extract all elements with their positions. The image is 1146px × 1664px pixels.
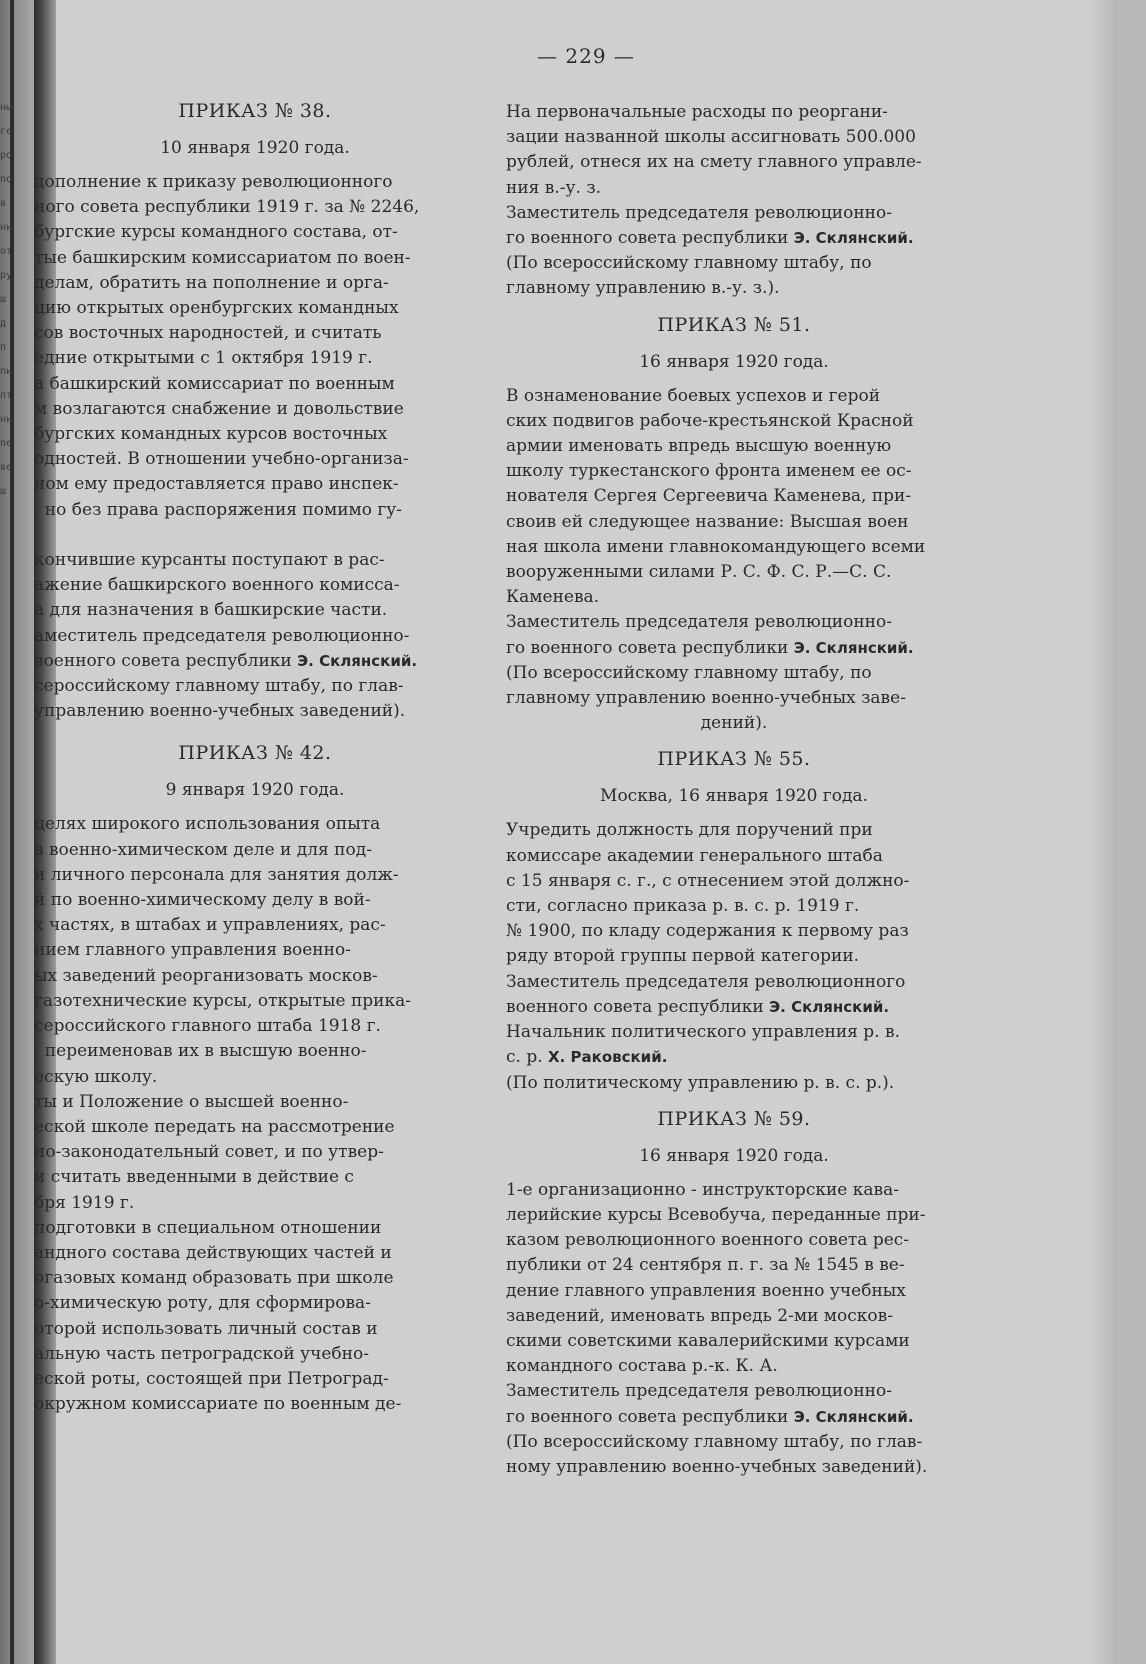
text-line: рублей, отнеся их на смету главного управле- bbox=[506, 152, 922, 173]
text-line: го военного совета республики bbox=[506, 228, 789, 249]
text-line: военного совета республики bbox=[506, 996, 764, 1017]
text-line: целях широкого использования опыта bbox=[34, 814, 381, 835]
signature-line bbox=[34, 649, 476, 674]
text-line: газотехнические курсы, открытые прика- bbox=[34, 990, 411, 1011]
text-line: (По всероссийскому главному штабу, по глав- bbox=[506, 1431, 923, 1452]
signature-sklyansky: Э. Склянский. bbox=[793, 229, 914, 248]
signature-line bbox=[506, 226, 962, 251]
order-heading: ПРИКАЗ № 42. bbox=[178, 742, 332, 765]
margin-fragment: ш bbox=[0, 486, 7, 497]
text-line: Заместитель председателя революционно- bbox=[506, 1381, 892, 1402]
text-line: еской роты, состоящей при Петроград- bbox=[34, 1368, 389, 1389]
text-line: заведений, именовать впредь 2-ми москов- bbox=[506, 1305, 893, 1326]
order-date: Москва, 16 января 1920 года. bbox=[600, 786, 868, 807]
text-line: комиссаре академии генерального штаба bbox=[506, 845, 883, 866]
text-line: ному управлению военно-учебных заведений). bbox=[506, 1456, 928, 1477]
text-line: армии именовать впредь высшую военную bbox=[506, 436, 892, 457]
text-line: андного состава действующих частей и bbox=[34, 1242, 392, 1263]
document-page bbox=[34, 0, 1116, 1664]
text-line: огазовых команд образовать при школе bbox=[34, 1268, 394, 1289]
text-line: На первоначальные расходы по реоргани- bbox=[506, 102, 888, 122]
margin-fragment: ни bbox=[0, 414, 13, 425]
text-line: сероссийскому главному штабу, по глав- bbox=[34, 676, 404, 697]
text-line: с. р. bbox=[506, 1047, 543, 1068]
margin-fragment: д bbox=[0, 318, 7, 329]
text-line: бургских командных курсов восточных bbox=[34, 424, 388, 445]
order-body bbox=[506, 100, 962, 302]
right-column bbox=[506, 100, 962, 1490]
text-line: Заместитель председателя революционно- bbox=[506, 202, 892, 223]
text-line: а для назначения в башкирские части. bbox=[34, 600, 388, 621]
margin-fragment: ге bbox=[0, 126, 13, 137]
text-line: ряду второй группы первой категории. bbox=[506, 946, 860, 967]
signature-line bbox=[506, 1405, 962, 1430]
text-line: командного состава р.-к. К. А. bbox=[506, 1356, 778, 1377]
text-line: Учредить должность для поручений при bbox=[506, 820, 873, 841]
text-line: м возлагаются снабжение и довольствие bbox=[34, 398, 404, 419]
text-line: своив ей следующее название: Высшая воен bbox=[506, 511, 909, 532]
scan-edge bbox=[0, 0, 34, 1664]
text-line: главному управлению военно-учебных заве- bbox=[506, 688, 906, 709]
text-line: и личного персонала для занятия долж- bbox=[34, 864, 399, 885]
text-line: нием главного управления военно- bbox=[34, 940, 351, 961]
margin-fragment: пе bbox=[0, 438, 13, 449]
text-line: (По всероссийскому главному штабу, по bbox=[506, 253, 872, 274]
margin-fragment: ни bbox=[0, 222, 13, 233]
text-line: военного совета республики bbox=[34, 650, 292, 671]
text-line: Начальник политического управления р. в. bbox=[506, 1022, 900, 1043]
text-line: ты и Положение о высшей военно- bbox=[34, 1091, 349, 1112]
text-line: бургские курсы командного состава, от- bbox=[34, 222, 398, 243]
order-59 bbox=[506, 1108, 962, 1480]
text-line: дение главного управления военно учебных bbox=[506, 1280, 906, 1301]
text-line: (По всероссийскому главному штабу, по bbox=[506, 662, 872, 683]
signature-sklyansky: Э. Склянский. bbox=[297, 651, 418, 670]
text-line: аместитель председателя революционно- bbox=[34, 625, 410, 646]
text-line: сероссийского главного штаба 1918 г. bbox=[34, 1016, 381, 1037]
text-line: в военно-химическом деле и для под- bbox=[34, 839, 372, 860]
margin-fragment: от bbox=[0, 246, 13, 257]
text-line: подготовки в специальном отношении bbox=[34, 1217, 382, 1238]
text-line: В ознаменование боевых успехов и герой bbox=[506, 385, 881, 406]
text-line bbox=[34, 523, 476, 548]
signature-sklyansky: Э. Склянский. bbox=[793, 638, 914, 657]
text-line: ного совета республики 1919 г. за № 2246, bbox=[34, 197, 420, 218]
text-line: школу туркестанского фронта именем ее ос- bbox=[506, 461, 912, 482]
text-line: едние открытыми с 1 октября 1919 г. bbox=[34, 348, 373, 369]
text-line: еской школе передать на рассмотрение bbox=[34, 1116, 395, 1137]
text-line: управлению военно-учебных заведений). bbox=[34, 701, 406, 722]
order-38 bbox=[34, 100, 476, 724]
page-edge-shade bbox=[1088, 0, 1116, 1664]
order-55 bbox=[506, 748, 962, 1095]
text-line: лерийские курсы Всевобуча, переданные при- bbox=[506, 1204, 926, 1225]
text-line: ная школа имени главнокомандующего всеми bbox=[506, 536, 926, 557]
text-line: Заместитель председателя революционного bbox=[506, 971, 906, 992]
signature-sklyansky: Э. Склянский. bbox=[793, 1407, 914, 1426]
text-line: тые башкирским комиссариатом по воен- bbox=[34, 247, 411, 268]
text-line: Каменева. bbox=[506, 587, 600, 608]
order-42-continuation bbox=[506, 100, 962, 302]
margin-fragment: п bbox=[0, 342, 7, 353]
order-date: 16 января 1920 года. bbox=[639, 351, 829, 372]
text-line: скими советскими кавалерийскими курсами bbox=[506, 1330, 910, 1351]
margin-fragment: пт bbox=[0, 390, 13, 401]
signature-line bbox=[506, 636, 962, 661]
text-line: ых заведений реорганизовать москов- bbox=[34, 965, 378, 986]
text-line: ских подвигов рабоче-крестьянской Красной bbox=[506, 410, 914, 431]
text-line: ния в.-у. з. bbox=[506, 177, 601, 198]
signature-line bbox=[506, 1045, 962, 1070]
text-line: оторой использовать личный состав и bbox=[34, 1318, 378, 1339]
text-line: , но без права распоряжения помимо гу- bbox=[34, 499, 403, 520]
text-line: цию открытых оренбургских командных bbox=[34, 298, 399, 319]
order-body bbox=[506, 818, 962, 1095]
text-line: и считать введенными в действие с bbox=[34, 1167, 354, 1188]
text-line: го военного совета республики bbox=[506, 637, 789, 658]
order-42 bbox=[34, 742, 476, 1417]
text-line: , переименовав их в высшую военно- bbox=[34, 1041, 367, 1062]
text-line: но-законодательный совет, и по утвер- bbox=[34, 1142, 384, 1163]
order-heading: ПРИКАЗ № 59. bbox=[657, 1107, 811, 1130]
signature-line bbox=[506, 995, 962, 1020]
text-line: (По политическому управлению р. в. с. р.). bbox=[506, 1072, 895, 1093]
order-date: 16 января 1920 года. bbox=[639, 1145, 829, 1166]
text-line: й по военно-химическому делу в вой- bbox=[34, 890, 371, 911]
text-line: ажение башкирского военного комисса- bbox=[34, 575, 400, 596]
signature-rakovsky: Х. Раковский. bbox=[548, 1048, 668, 1067]
margin-fragment: ве bbox=[0, 462, 13, 473]
text-line: публики от 24 сентября п. г. за № 1545 в ве- bbox=[506, 1255, 905, 1276]
margin-fragment: по bbox=[0, 174, 13, 185]
order-heading: ПРИКАЗ № 55. bbox=[657, 748, 811, 771]
margin-fragment: ро bbox=[0, 150, 13, 161]
page-number: — 229 — bbox=[537, 44, 635, 68]
text-line: кончившие курсанты поступают в рас- bbox=[34, 550, 385, 571]
signature-sklyansky: Э. Склянский. bbox=[769, 997, 890, 1016]
order-body bbox=[506, 384, 962, 737]
text-line: дополнение к приказу революционного bbox=[34, 172, 393, 192]
text-line: дений). bbox=[700, 713, 768, 734]
text-line: с 15 января с. г., с отнесением этой должно- bbox=[506, 870, 910, 891]
order-heading: ПРИКАЗ № 38. bbox=[178, 100, 332, 122]
left-column bbox=[34, 100, 476, 1427]
text-line: о-химическую роту, для сформирова- bbox=[34, 1293, 371, 1314]
text-line: сти, согласно приказа р. в. с. р. 1919 г. bbox=[506, 896, 860, 917]
text-line: зации названной школы ассигновать 500.000 bbox=[506, 127, 916, 148]
text-line: ескую школу. bbox=[34, 1066, 158, 1087]
text-line: альную часть петроградской учебно- bbox=[34, 1343, 369, 1364]
margin-fragment: ру bbox=[0, 270, 13, 281]
text-line: нователя Сергея Сергеевича Каменева, при- bbox=[506, 486, 912, 507]
margin-fragments bbox=[0, 96, 20, 504]
text-line: бря 1919 г. bbox=[34, 1192, 135, 1213]
text-line: ном ему предоставляется право инспек- bbox=[34, 474, 399, 495]
order-51 bbox=[506, 314, 962, 737]
order-body bbox=[506, 1178, 962, 1480]
text-line: главному управлению в.-у. з.). bbox=[506, 278, 780, 299]
text-line: х частях, в штабах и управлениях, рас- bbox=[34, 915, 386, 936]
margin-fragment: в bbox=[0, 198, 7, 209]
text-line: казом революционного военного совета рес- bbox=[506, 1230, 910, 1251]
text-line: делам, обратить на пополнение и орга- bbox=[34, 272, 389, 293]
order-heading: ПРИКАЗ № 51. bbox=[657, 313, 811, 336]
text-line: окружном комиссариате по военным де- bbox=[34, 1394, 402, 1415]
text-line: № 1900, по кладу содержания к первому раз bbox=[506, 921, 909, 942]
order-body bbox=[34, 170, 476, 724]
text-line: 1-е организационно - инструкторские кава- bbox=[506, 1179, 899, 1200]
text-line: вооруженными силами Р. С. Ф. С. Р.—С. С. bbox=[506, 562, 892, 583]
text-line: Заместитель председателя революционно- bbox=[506, 612, 892, 633]
margin-fragment: ны bbox=[0, 102, 13, 113]
text-line: одностей. В отношении учебно-организа- bbox=[34, 449, 409, 470]
order-date: 10 января 1920 года. bbox=[160, 138, 350, 158]
text-line: а башкирский комиссариат по военным bbox=[34, 373, 395, 394]
order-body bbox=[34, 812, 476, 1417]
text-line: го военного совета республики bbox=[506, 1406, 789, 1427]
order-date: 9 января 1920 года. bbox=[165, 780, 345, 801]
margin-fragment: ш bbox=[0, 294, 7, 305]
text-line: сов восточных народностей, и считать bbox=[34, 323, 382, 344]
margin-fragment: пи bbox=[0, 366, 13, 377]
